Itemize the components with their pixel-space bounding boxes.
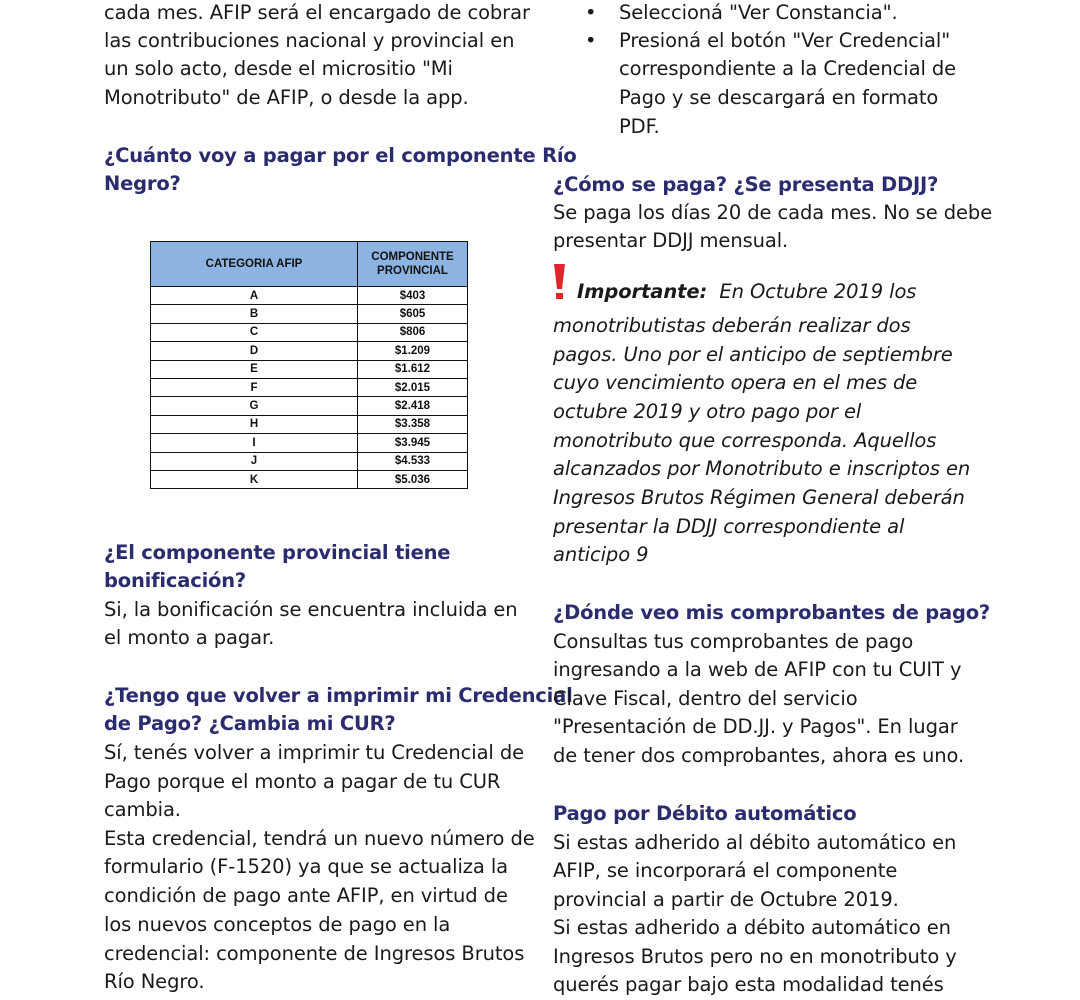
- intro-line: las contribuciones nacional y provincial en: [104, 29, 515, 52]
- bullet-dot: •: [585, 29, 597, 52]
- bullet-item: PDF.: [619, 115, 660, 138]
- answer-line: Consultas tus comprobantes de pago: [553, 630, 914, 653]
- important-line: alcanzados por Monotributo e inscriptos en: [553, 457, 971, 480]
- important-line: cuyo vencimiento opera en el mes de: [553, 371, 918, 394]
- answer-line: Se paga los días 20 de cada mes. No se debe: [553, 201, 993, 224]
- question-heading: ¿Cómo se paga? ¿Se presenta DDJJ?: [553, 173, 939, 196]
- answer-line: el monto a pagar.: [104, 626, 275, 649]
- important-line: anticipo 9: [553, 543, 649, 566]
- table-row: [151, 305, 468, 323]
- answer-line: Pago porque el monto a pagar de tu CUR: [104, 770, 501, 793]
- question-heading: Pago por Débito automático: [553, 802, 857, 825]
- table-row: [151, 470, 468, 488]
- table-row: [151, 360, 468, 378]
- answer-line: condición de pago ante AFIP, en virtud de: [104, 884, 508, 907]
- header-categoria: CATEGORIA AFIP: [151, 242, 358, 287]
- answer-line: Esta credencial, tendrá un nuevo número de: [104, 827, 535, 850]
- bullet-dot: •: [585, 1, 597, 24]
- table-header-row: [151, 242, 468, 287]
- question-heading: ¿El componente provincial tiene: [104, 541, 451, 564]
- answer-line: Sí, tenés volver a imprimir tu Credencial de: [104, 741, 525, 764]
- cell-amount: $4.533: [358, 452, 468, 470]
- important-line: pagos. Uno por el anticipo de septiembre: [553, 343, 953, 366]
- important-line: octubre 2019 y otro pago por el: [553, 400, 862, 423]
- bullet-item: Pago y se descargará en formato: [619, 86, 939, 109]
- cell-category: J: [151, 452, 358, 470]
- exclamation-icon: [551, 262, 567, 304]
- answer-line: Río Negro.: [104, 970, 205, 993]
- question-heading: ¿Cuánto voy a pagar por el componente Río: [104, 144, 577, 167]
- answer-line: "Presentación de DD.JJ. y Pagos". En lugar: [553, 715, 958, 738]
- component-table: [150, 241, 468, 489]
- answer-line: los nuevos conceptos de pago en la: [104, 913, 451, 936]
- question-heading: ¿Dónde veo mis comprobantes de pago?: [553, 601, 991, 624]
- cell-category: B: [151, 305, 358, 323]
- bullet-item: Presioná el botón "Ver Credencial": [619, 29, 951, 52]
- header-componente-line2: PROVINCIAL: [377, 265, 448, 277]
- answer-line: Ingresos Brutos pero no en monotributo y: [553, 945, 957, 968]
- answer-line: formulario (F-1520) ya que se actualiza la: [104, 855, 509, 878]
- table-row: [151, 415, 468, 433]
- important-line: presentar la DDJJ correspondiente al: [553, 515, 905, 538]
- important-line: monotributo que corresponda. Aquellos: [553, 429, 937, 452]
- answer-line: Si, la bonificación se encuentra incluida en: [104, 598, 518, 621]
- question-heading: de Pago? ¿Cambia mi CUR?: [104, 712, 396, 735]
- important-label: Importante:: [577, 280, 708, 303]
- cell-amount: $605: [358, 305, 468, 323]
- cell-category: D: [151, 342, 358, 360]
- answer-line: cambia.: [104, 798, 181, 821]
- table-row: [151, 287, 468, 305]
- answer-line: de tener dos comprobantes, ahora es uno.: [553, 744, 965, 767]
- table-row: [151, 323, 468, 341]
- important-first-text: En Octubre 2019 los: [719, 280, 917, 303]
- cell-amount: $1.209: [358, 342, 468, 360]
- important-line: Ingresos Brutos Régimen General deberán: [553, 486, 965, 509]
- question-heading: bonificación?: [104, 569, 247, 592]
- cell-amount: $2.418: [358, 397, 468, 415]
- header-componente: [358, 242, 468, 287]
- answer-line: querés pagar bajo esta modalidad tenés: [553, 973, 944, 996]
- cell-category: H: [151, 415, 358, 433]
- bullet-item: correspondiente a la Credencial de: [619, 57, 957, 80]
- cell-amount: $2.015: [358, 378, 468, 396]
- cell-category: K: [151, 470, 358, 488]
- cell-amount: $1.612: [358, 360, 468, 378]
- table-row: [151, 342, 468, 360]
- table-row: [151, 397, 468, 415]
- cell-amount: $403: [358, 287, 468, 305]
- table-row: [151, 434, 468, 452]
- cell-category: A: [151, 287, 358, 305]
- cell-category: I: [151, 434, 358, 452]
- intro-line: cada mes. AFIP será el encargado de cobrar: [104, 1, 530, 24]
- intro-line: Monotributo" de AFIP, o desde la app.: [104, 86, 469, 109]
- answer-line: AFIP, se incorporará el componente: [553, 859, 898, 882]
- answer-line: presentar DDJJ mensual.: [553, 229, 789, 252]
- cell-amount: $3.358: [358, 415, 468, 433]
- cell-amount: $5.036: [358, 470, 468, 488]
- answer-line: ingresando a la web de AFIP con tu CUIT y: [553, 658, 962, 681]
- cell-category: F: [151, 378, 358, 396]
- answer-line: Clave Fiscal, dentro del servicio: [553, 687, 858, 710]
- question-heading: Negro?: [104, 172, 181, 195]
- cell-amount: $806: [358, 323, 468, 341]
- important-line: monotributistas deberán realizar dos: [553, 314, 911, 337]
- answer-line: provincial a partir de Octubre 2019.: [553, 888, 899, 911]
- answer-line: credencial: componente de Ingresos Brutos: [104, 942, 525, 965]
- intro-line: un solo acto, desde el micrositio "Mi: [104, 57, 453, 80]
- cell-amount: $3.945: [358, 434, 468, 452]
- cell-category: C: [151, 323, 358, 341]
- bullet-item: Seleccioná "Ver Constancia".: [619, 1, 898, 24]
- table-row: [151, 452, 468, 470]
- header-componente-line1: COMPONENTE: [371, 251, 454, 263]
- cell-category: G: [151, 397, 358, 415]
- question-heading: ¿Tengo que volver a imprimir mi Credencial: [104, 684, 573, 707]
- cell-category: E: [151, 360, 358, 378]
- table-row: [151, 378, 468, 396]
- answer-line: Si estas adherido al débito automático en: [553, 831, 957, 854]
- answer-line: Si estas adherido a débito automático en: [553, 916, 951, 939]
- important-first-line: [577, 278, 916, 306]
